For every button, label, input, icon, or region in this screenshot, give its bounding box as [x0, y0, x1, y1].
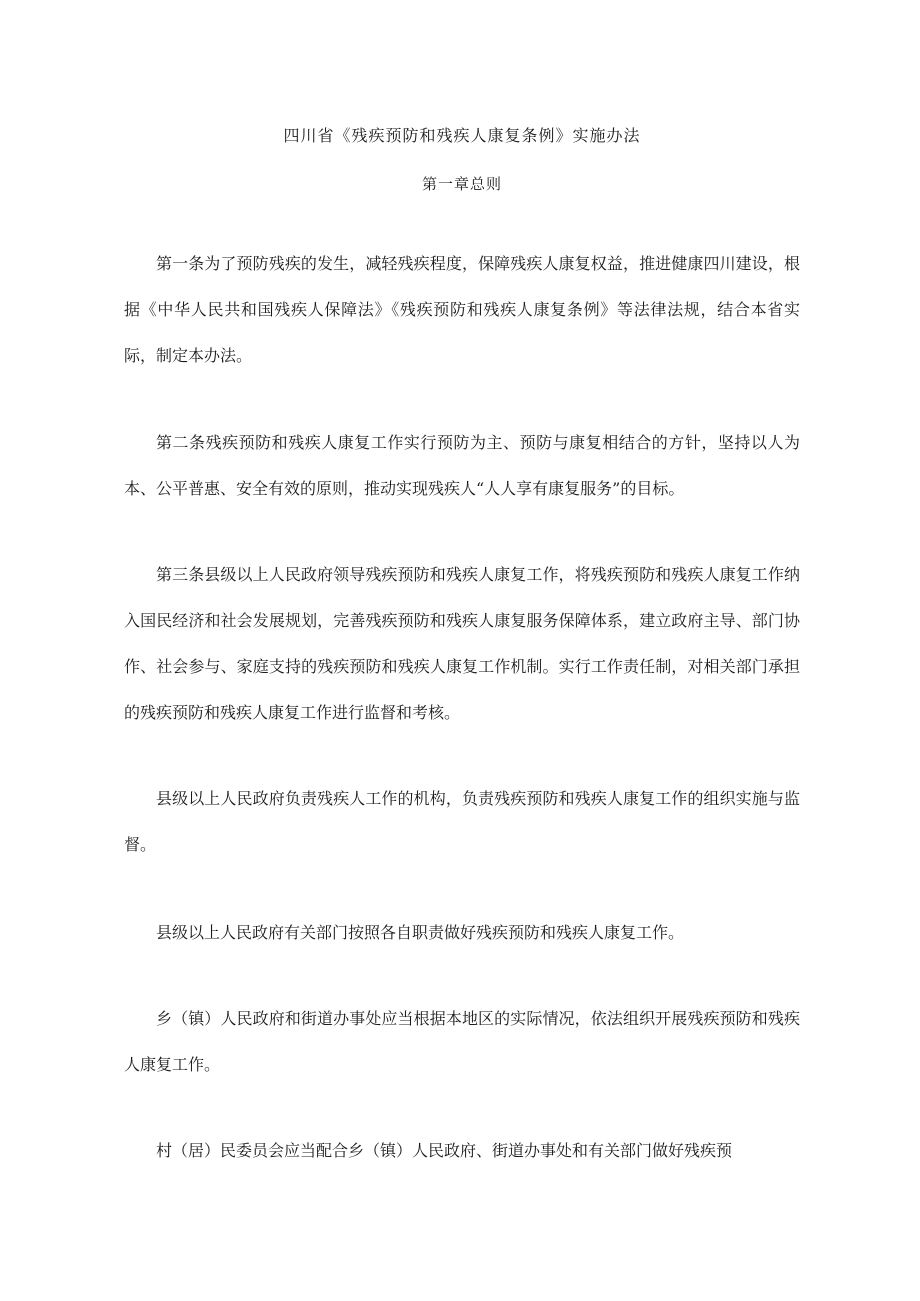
document-title: 四川省《残疾预防和残疾人康复条例》实施办法	[283, 126, 641, 145]
paragraph-article-3: 第三条县级以上人民政府领导残疾预防和残疾人康复工作，将残疾预防和残疾人康复工作纳入国民经济和社会发展规划，完善残疾预防和残疾人康复服务保障体系，建立政府主导、部门协作、社会参与、家庭支持的残疾预防和残疾人康复工作机制。实行工作责任制，对相关部门承担的残疾预防和残疾人康复工作进行监督和考核。	[124, 565, 800, 722]
paragraph-county-departments: 县级以上人民政府有关部门按照各自职责做好残疾预防和残疾人康复工作。	[156, 923, 685, 942]
paragraph-county-agency: 县级以上人民政府负责残疾人工作的机构，负责残疾预防和残疾人康复工作的组织实施与监督。	[124, 789, 800, 854]
paragraph-article-2: 第二条残疾预防和残疾人康复工作实行预防为主、预防与康复相结合的方针，坚持以人为本、公平普惠、安全有效的原则，推动实现残疾人“人人享有康复服务”的目标。	[124, 433, 800, 498]
paragraph-article-1: 第一条为了预防残疾的发生，减轻残疾程度，保障残疾人康复权益，推进健康四川建设，根据《中华人民共和国残疾人保障法》《残疾预防和残疾人康复条例》等法律法规，结合本省实际，制定本办法。	[124, 254, 800, 365]
paragraph-township: 乡（镇）人民政府和街道办事处应当根据本地区的实际情况，依法组织开展残疾预防和残疾人康复工作。	[124, 1009, 800, 1074]
paragraph-village-committee: 村（居）民委员会应当配合乡（镇）人民政府、街道办事处和有关部门做好残疾预	[156, 1141, 733, 1160]
chapter-title: 第一章总则	[421, 175, 502, 193]
